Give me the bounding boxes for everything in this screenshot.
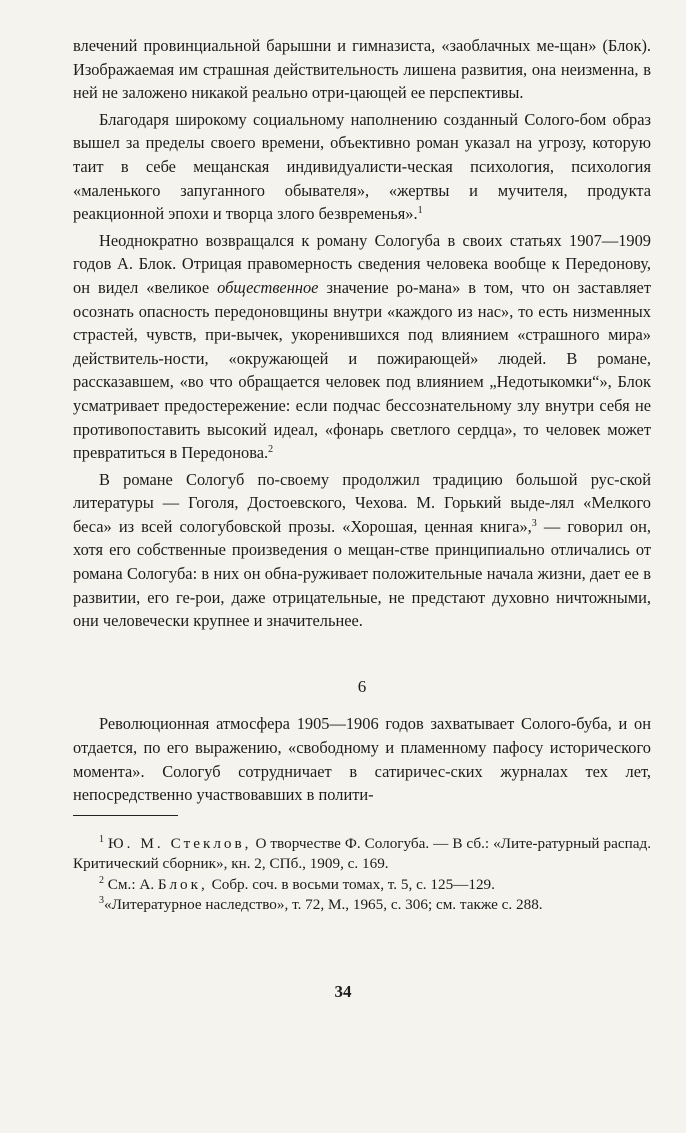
paragraph-4-text-a: В романе Сологуб по-своему продолжил традицию большой рус-ской литературы — Гоголя, Достоевского, Чехова. М. Горький выде-лял «Мелкого беса» из всей сологубовской прозы. «Хорошая, ценная книга», xyxy=(73,469,651,536)
paragraph-2-text: Благодаря широкому социальному наполнению созданный Солого-бом образ вышел за пределы своего времени, объективно роман указал на угрозу, которую таит в себе мещанская индивидуалисти-ческая психология, психология «маленького запуганного обывателя», «жертвы и мучителя, продукта реакционной эпохи и творца злого безвременья». xyxy=(73,109,651,224)
footnote-divider xyxy=(73,815,178,816)
paragraph-2 xyxy=(73,108,651,226)
footnote-ref-3: 3 xyxy=(531,517,537,529)
paragraph-4 xyxy=(73,468,651,633)
footnote-2-prefix: См.: А. xyxy=(107,875,155,893)
page-number: 34 xyxy=(334,982,352,1001)
emphasis-word: общественное xyxy=(217,277,319,297)
footnote-1-author: Ю. М. Стеклов, xyxy=(107,834,252,852)
paragraph-3-text-a: Неоднократно возвращался к роману Сологуба в своих статьях 1907—1909 годов А. Блок. Отрицая правомерность сведения человека вообще к Передонову, он видел «великое xyxy=(73,230,651,297)
main-text xyxy=(73,34,651,816)
footnote-2-author: Блок, xyxy=(157,875,208,893)
paragraph-1: влечений провинциальной барышни и гимназиста, «заоблачных ме-щан» (Блок). Изображаемая им страшная действительность лишена развития, она неизменна, в ней не заложено никакой реально отри-цающей ее перспективы. xyxy=(73,36,651,103)
paragraph-5: Революционная атмосфера 1905—1906 годов захватывает Солого-буба, и он отдается, по его выражению, «свободному и пламенному пафосу исторического момента». Сологуб сотрудничает в сатиричес-ских журналах тех лет, непосредственно участвовавших в полити- xyxy=(73,714,651,805)
paragraph-4-text-b: — говорил он, хотя его собственные произведения о мещан-стве принципиально отличались от романа Сологуба: в них он обна-руживает положительные начала жизни, дает ее в развитии, его ге-рои, даже отрицательные, не предстают духовно ничтожными, они человечески крупнее и значительнее. xyxy=(73,516,651,631)
footnote-3 xyxy=(73,895,651,916)
footnote-2-mark: 2 xyxy=(99,874,104,886)
footnote-1-mark: 1 xyxy=(99,833,104,845)
footnote-1-text: О творчестве Ф. Сологуба. — В сб.: «Лите-ратурный распад. Критический сборник», кн. 2, СПб., 1909, с. 169. xyxy=(73,834,652,873)
footnote-ref-1: 1 xyxy=(417,205,423,217)
paragraph-3-text-b: значение ро-мана» в том, что он заставляет осознать опасность передоновщины внутри «каждого из нас», то есть низменных страстей, чувств, при-вычек, укоренившихся под влиянием «страшного мира» действитель-ности, «окружающей и пожирающей» людей. В романе, рассказавшем, «во что обращается человек под влиянием „Недотыкомки“», Блок усматривает предостережение: если подчас бессознательному злу внутри себя не противопоставить высокий идеал, «фонарь светлого сердца», то человек может превратиться в Передонова. xyxy=(73,277,651,463)
footnote-2-text: Собр. соч. в восьми томах, т. 5, с. 125—129. xyxy=(211,875,495,893)
footnote-1 xyxy=(73,834,651,875)
paragraph-3 xyxy=(73,229,651,465)
footnote-2 xyxy=(73,875,651,896)
section-number: 6 xyxy=(357,676,367,696)
footnotes xyxy=(73,834,651,916)
footnote-3-mark: 3 xyxy=(99,895,104,907)
footnote-3-text: «Литературное наследство», т. 72, М., 1965, с. 306; см. также с. 288. xyxy=(104,896,543,914)
footnote-ref-2: 2 xyxy=(268,444,274,456)
